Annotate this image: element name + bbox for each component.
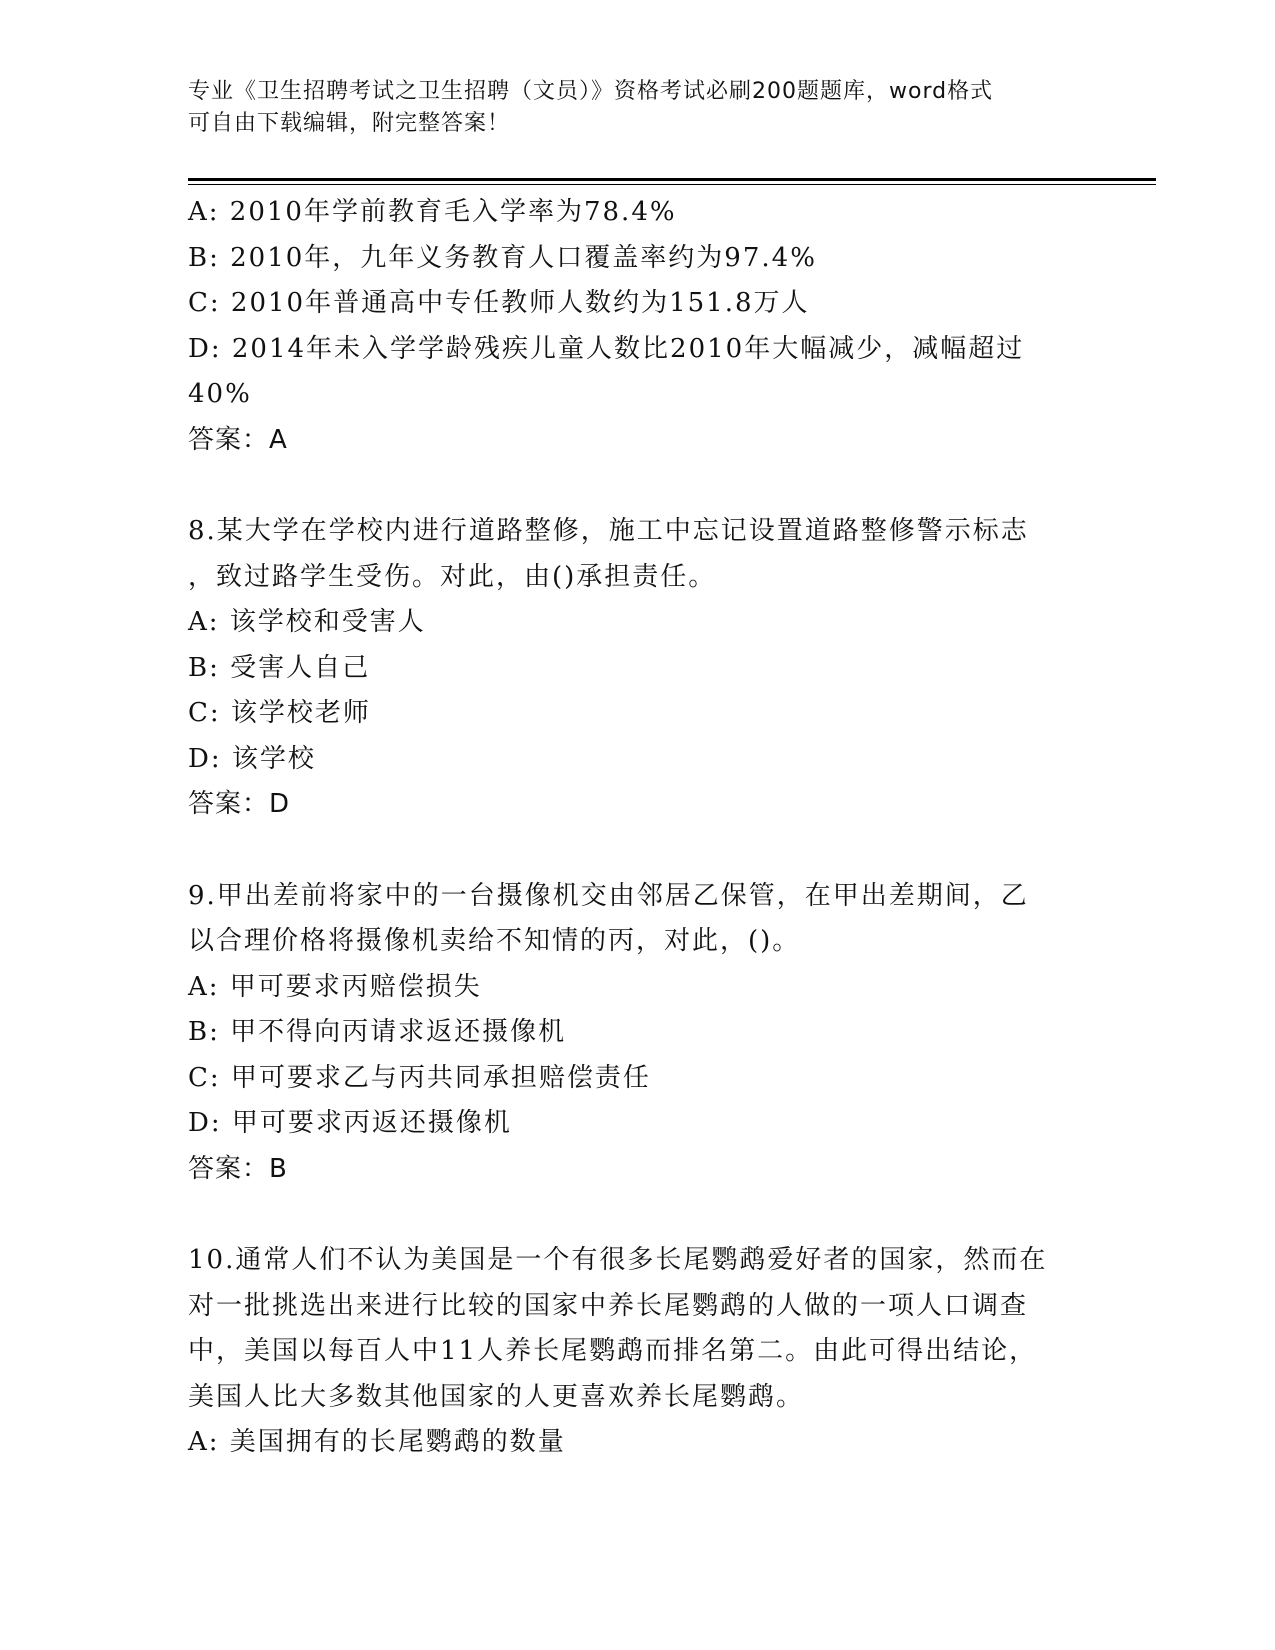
option-d: D: 2014年未入学学龄残疾儿童人数比2010年大幅减少，减幅超过: [188, 333, 1025, 364]
option-a: A: 美国拥有的长尾鹦鹉的数量: [188, 1427, 566, 1457]
question-stem-continued: 对一批挑选出来进行比较的国家中养长尾鹦鹉的人做的一项人口调查: [188, 1290, 1029, 1321]
question-stem-continued: 以合理价格将摄像机卖给不知情的丙，对此，()。: [188, 926, 801, 956]
question-stem: 8.某大学在学校内进行道路整修，施工中忘记设置道路整修警示标志: [188, 516, 1029, 546]
question-spacer: [188, 1192, 1088, 1238]
option-b: B: 受害人自己: [188, 652, 371, 683]
question-stem: 10.通常人们不认为美国是一个有很多长尾鹦鹉爱好者的国家，然而在: [188, 1245, 1048, 1275]
option-c: C: 2010年普通高中专任教师人数约为151.8万人: [188, 288, 810, 318]
option-c: C: 甲可要求乙与丙共同承担赔偿责任: [188, 1062, 651, 1093]
option-d: D: 甲可要求丙返还摄像机: [188, 1108, 512, 1138]
option-a: A: 该学校和受害人: [188, 607, 426, 637]
header-title-line-2: 可自由下载编辑，附完整答案！: [188, 111, 511, 136]
page-header: [188, 76, 1068, 140]
header-divider-thick: [188, 178, 1156, 181]
question-7: [188, 190, 1088, 463]
answer-label: 答案：B: [188, 1153, 288, 1184]
question-9: [188, 874, 1088, 1193]
header-divider-thin: [188, 184, 1156, 185]
answer-label: 答案：D: [188, 789, 291, 819]
question-8: [188, 509, 1088, 828]
option-b: B: 2010年，九年义务教育人口覆盖率约为97.4%: [188, 242, 817, 273]
question-stem: 9.甲出差前将家中的一台摄像机交由邻居乙保管，在甲出差期间，乙: [188, 880, 1029, 911]
option-c: C: 该学校老师: [188, 698, 371, 728]
question-stem-continued: 美国人比大多数其他国家的人更喜欢养长尾鹦鹉。: [188, 1381, 805, 1412]
question-list: [188, 190, 1088, 1466]
question-spacer: [188, 463, 1088, 509]
option-a: A: 甲可要求丙赔偿损失: [188, 971, 482, 1002]
option-d-continued: 40%: [188, 379, 252, 409]
question-stem-continued: ，致过路学生受伤。对此，由()承担责任。: [188, 561, 717, 592]
option-b: B: 甲不得向丙请求返还摄像机: [188, 1017, 567, 1047]
option-a: A: 2010年学前教育毛入学率为78.4%: [188, 197, 677, 227]
header-title-line-1: 专业《卫生招聘考试之卫生招聘（文员）》资格考试必刷200题题库，word格式: [188, 79, 994, 104]
question-spacer: [188, 828, 1088, 874]
question-10: [188, 1238, 1088, 1466]
question-stem-continued: 中，美国以每百人中11人养长尾鹦鹉而排名第二。由此可得出结论，: [188, 1336, 1038, 1366]
option-d: D: 该学校: [188, 743, 316, 774]
answer-label: 答案：A: [188, 424, 288, 455]
